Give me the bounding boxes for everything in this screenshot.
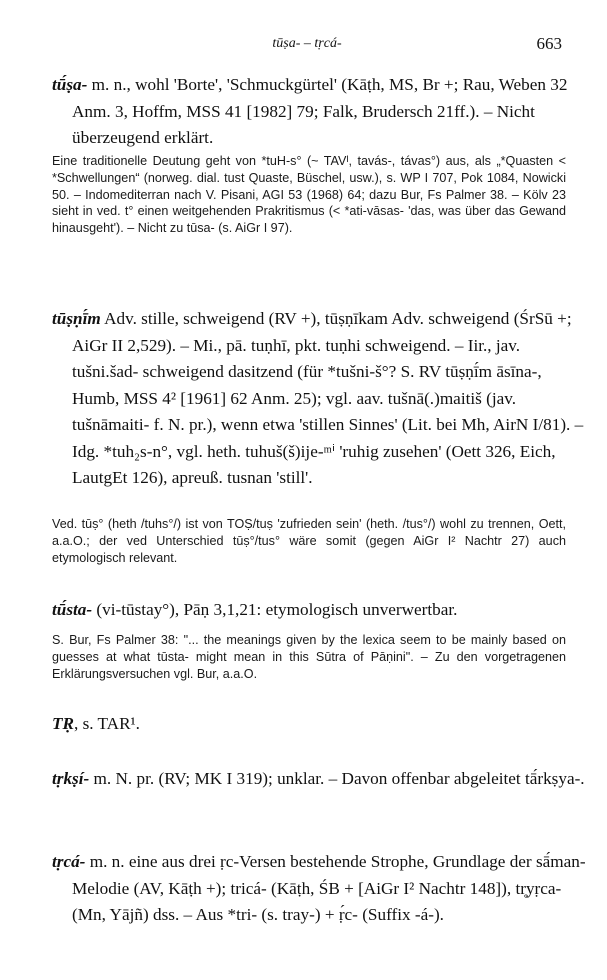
entry-text: m. n. eine aus drei ṛc-Versen bestehende Strophe, Grundlage der sā́man-Melodie (AV, Kāṭh +); tricá- (Kāṭh, ŚB + [AiGr I² Nachtr 148]), tr̥yṛca- (Mn, Yājñ) dss. – Aus *tri- (s. tray-) + ṛ́c- (Suffix -á-).	[72, 852, 586, 924]
headword: tūṣṇī́m	[52, 309, 101, 328]
headword: tū́ṣa-	[52, 75, 88, 94]
headword: tṛkṣí-	[52, 769, 90, 788]
running-header	[52, 36, 562, 58]
entry-text: , s. TAR¹.	[73, 714, 140, 733]
note-tusnim: Ved. tūṣ° (heth /tuhs°/) ist von TOṢ/tuṣ 'zufrieden sein' (heth. /tus°/) wohl zu trennen, Oett, a.a.O.; der ved Unterschied tūṣ°/tus° wäre somit (gegen AiGr I² Nachtr 27) auch etymologisch relevant.	[52, 517, 566, 565]
entry-tusa	[52, 72, 586, 152]
page-number: 663	[536, 34, 562, 53]
note-tusta: S. Bur, Fs Palmer 38: "... the meanings given by the lexica seem to be mainly based on guesses at what tūsta- might mean in this Sūtra of Pāṇini". – Zu den vorgetragenen Erklärungsversuchen vgl. Bur, a.a.O.	[52, 633, 566, 681]
headword: TṚ	[52, 714, 74, 733]
entry-tusnim	[52, 306, 586, 492]
entry-text: Adv. stille, schweigend (RV +), tūṣṇīkam Adv. schweigend (ŚrSū +; AiGr II 2,529). – Mi., pā. tuṇhī, pkt. tuṇhi schweigend. – Iir., jav. tušni.šad- schweigend dasitzend (für *tušni-š°? S. RV tūṣṇī́m āsīna-, Humb, MSS 4² [1961] 62 Anm. 25); vgl. aav. tušnā(.)maitiš (jav. tušnāmaiti- f. N. pr.), wenn etwa 'stillen Sinnes' (Lit. bei Mh, AirN I/81). – Idg. *tuh₂s-n°, vgl. heth. tuhuš(š)ije-ᵐⁱ 'ruhig zusehen' (Oett 326, Eich, LautgEt 126), apreuß. tusnan 'still'.	[72, 309, 584, 487]
entry-text: (vi-tūstay°), Pāṇ 3,1,21: etymologisch unverwertbar.	[92, 600, 458, 619]
entry-tr	[52, 711, 586, 738]
note-tusa: Eine traditionelle Deutung geht von *tuH-s° (~ TAVᴵ, tavás-, távas°) aus, als „*Quasten < *Schwellungen“ (norweg. dial. tust Quaste, Büschel, usw.), s. WP I 707, Pok 1084, Nowicki 50. – Indomediterran nach V. Pisani, AGI 53 (1968) 64; dazu Bur, Fs Palmer 38. – Kölv 23 sieht in ved. t° einen weitgehenden Prakritismus (< *ati-vāsas- 'das, was über das Gewand hinausgeht'). – Nicht zu tūsa- (s. AiGr I 97).	[52, 154, 566, 236]
headword: tū́sta-	[52, 600, 93, 619]
entry-trksi	[52, 766, 586, 793]
entry-tusta	[52, 597, 586, 624]
headword: tṛcá-	[52, 852, 86, 871]
entry-text: m. n., wohl 'Borte', 'Schmuckgürtel' (Kāṭh, MS, Br +; Rau, Weben 32 Anm. 3, Hoffm, MSS 41 [1982] 79; Falk, Brudersch 21ff.). – Nicht überzeugend erklärt.	[72, 75, 568, 147]
entry-text: m. N. pr. (RV; MK I 319); unklar. – Davon offenbar abgeleitet tā́rkṣya-.	[89, 769, 585, 788]
entry-trca	[52, 849, 586, 929]
running-title: tūṣa- – tṛcá-	[272, 36, 342, 51]
